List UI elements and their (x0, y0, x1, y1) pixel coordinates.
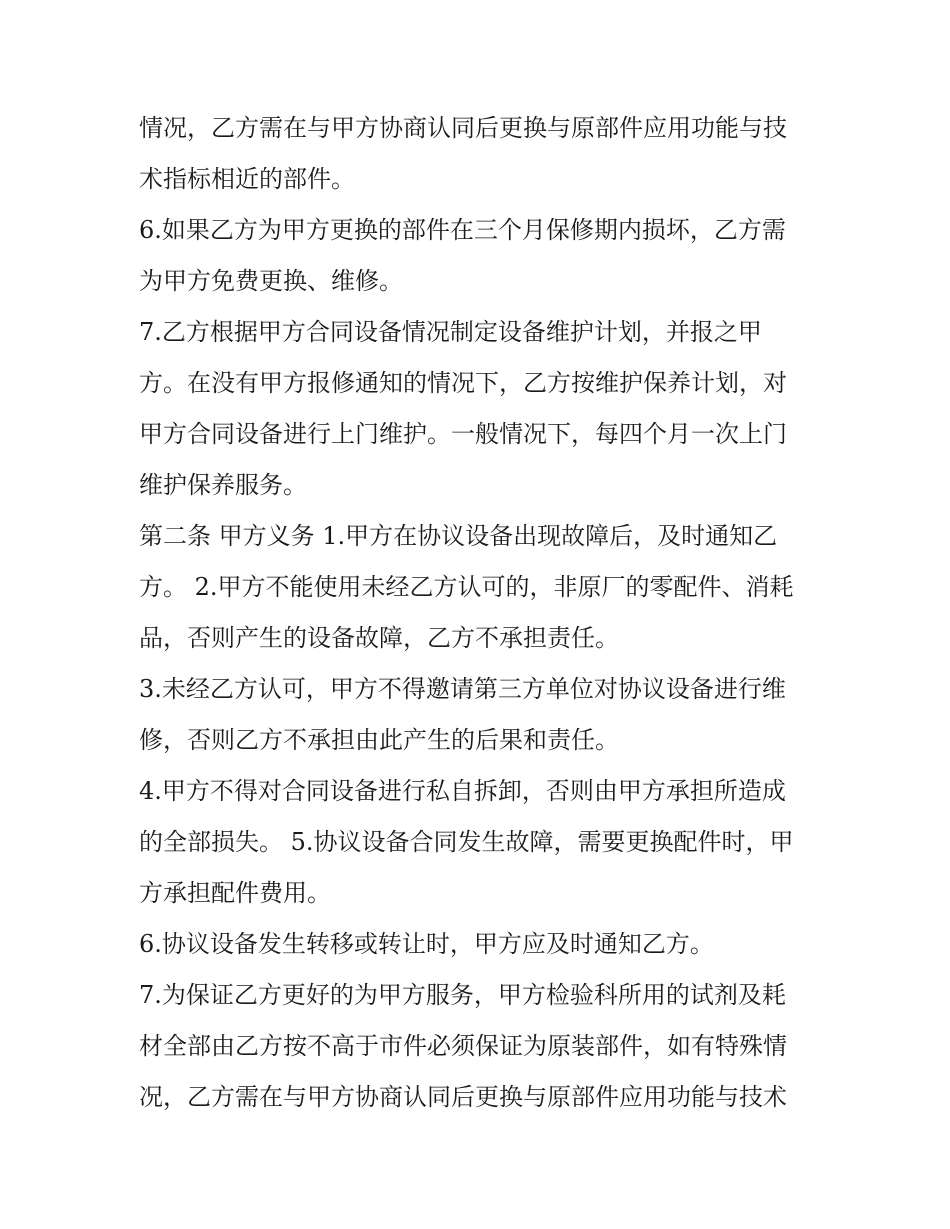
text-line: 4.甲方不得对合同设备进行私自拆卸，否则由甲方承担所造成 (139, 777, 786, 805)
text-line: 术指标相近的部件。 (139, 165, 355, 193)
text-line: 为甲方免费更换、维修。 (139, 267, 403, 295)
text-line: 方。在没有甲方报修通知的情况下，乙方按维护保养计划，对 (139, 369, 787, 397)
text-line: 的全部损失。 5.协议设备合同发生故障，需要更换配件时，甲 (139, 828, 794, 856)
text-line: 品，否则产生的设备故障，乙方不承担责任。 (139, 624, 619, 652)
text-line: 7.乙方根据甲方合同设备情况制定设备维护计划，并报之甲 (139, 318, 762, 346)
text-line: 3.未经乙方认可，甲方不得邀请第三方单位对协议设备进行维 (139, 675, 786, 703)
text-line: 情况，乙方需在与甲方协商认同后更换与原部件应用功能与技 (139, 114, 787, 142)
text-line: 甲方合同设备进行上门维护。一般情况下，每四个月一次上门 (139, 420, 787, 448)
text-line: 6.协议设备发生转移或转让时，甲方应及时通知乙方。 (139, 930, 714, 958)
text-line: 7.为保证乙方更好的为甲方服务，甲方检验科所用的试剂及耗 (139, 981, 786, 1009)
text-line: 方。 2.甲方不能使用未经乙方认可的，非原厂的零配件、消耗 (139, 573, 794, 601)
text-line: 第二条 甲方义务 1.甲方在协议设备出现故障后，及时通知乙 (139, 522, 778, 550)
text-line: 方承担配件费用。 (139, 879, 331, 907)
text-line: 维护保养服务。 (139, 471, 307, 499)
text-line: 6.如果乙方为甲方更换的部件在三个月保修期内损坏，乙方需 (139, 216, 786, 244)
text-line: 材全部由乙方按不高于市件必须保证为原装部件，如有特殊情 (139, 1032, 787, 1060)
text-line: 修，否则乙方不承担由此产生的后果和责任。 (139, 726, 619, 754)
text-line: 况，乙方需在与甲方协商认同后更换与原部件应用功能与技术 (139, 1083, 787, 1111)
